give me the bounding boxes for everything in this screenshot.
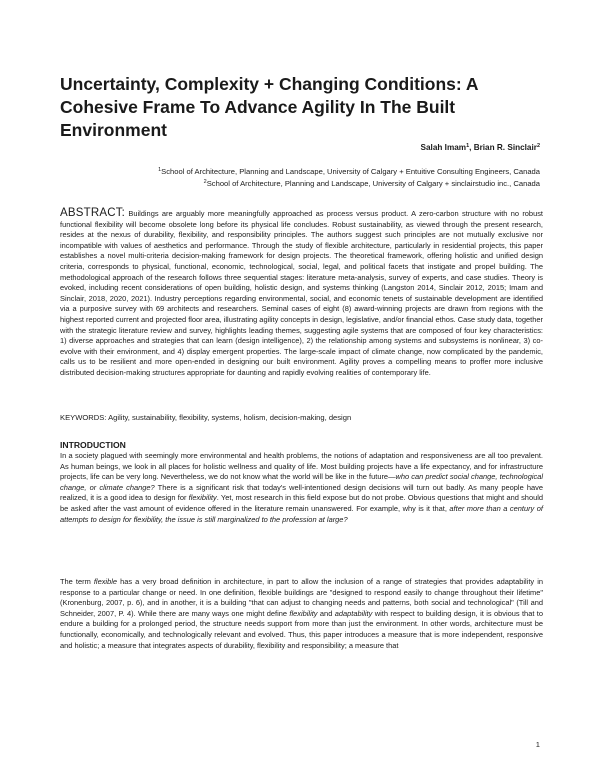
introduction-paragraph-2 <box>60 577 543 651</box>
author-line <box>421 143 540 152</box>
paper-title: Uncertainty, Complexity + Changing Conditions: A Cohesive Frame To Advance Agility In The Built Environment <box>60 74 478 140</box>
author-separator: , <box>469 143 474 152</box>
author-2-mark: 2 <box>536 143 540 149</box>
affiliation-2 <box>70 178 540 190</box>
author-1-mark: 1 <box>466 143 470 149</box>
p1-text-b: There is a significant risk that today's well-intentioned design decisions will turn out badly. As many people have realized, it is a good idea to design for <box>60 482 543 503</box>
p2-text-b: has a very broad definition in architecture, in part to allow the inclusion of a range of strategies that provides adaptability in response to a particular change or need. In one definition, flexible buildings are "designed to respond easily to change throughout their lifetime" (Kronenburg, 2007, p. 6), and in another, it is a building "that can adjust to changing needs and patterns, both social and technological" (Till and Schneider, 2007, P. 4). While there are many ways one might define <box>60 577 543 618</box>
p2-italic-3: adaptability <box>334 608 373 618</box>
affiliation-2-text: School of Architecture, Planning and Landscape, University of Calgary + sinclairstudio inc., Canada <box>206 178 540 188</box>
p1-italic-3: after more than a century of attempts to design for flexibility, the issue is still marginalized to the profession at large? <box>60 503 543 524</box>
introduction-heading: INTRODUCTION <box>60 440 126 450</box>
author-1-name: Salah Imam <box>420 143 467 152</box>
keywords: KEYWORDS: Agility, sustainability, flexibility, systems, holism, decision-making, design <box>60 413 352 422</box>
abstract <box>60 208 543 379</box>
p2-italic-2: flexibility <box>289 608 318 618</box>
author-2-name: Brian R. Sinclair <box>473 143 537 152</box>
abstract-text: Buildings are arguably more meaningfully approached as process versus product. A zero-carbon structure with no robust functional flexibility will become obsolete long before its physical life concludes. Robust sustainability, as viewed through the present research, resides at the nexus of durability, flexibility, and responsibility principles. The authors suggest such principles are not mutually exclusive nor incompatible with values of aesthetics and performance. Through the study of flexible architecture, particularly in residential projects, this paper establishes a novel multi-criteria decision-making framework for design projects. The theoretical framework, offering holistic and unified design criteria, corresponds to physical, functional, economic, technological, social, legal, and political facets that instigate and propel building. The methodological approach of the research follows three sequential stages: literature meta-analysis, survey of experts, and case studies. Theory is evoked, including recent considerations of open building, holistic design, and systems thinking (Langston 2014, Sinclair 2012, 2015; Imam and Sinclair, 2018, 2020, 2021). Industry perceptions regarding environmental, social, and economic tenets of sustainable development are identified via a purposive survey with 69 architects and researchers. Seminal cases of eight (8) award-winning projects are drawn from regions with the highest reported current and projected floor area, illustrating agility concepts in design, legislative, and/or financial ethos. Case study data, together with the strategic literature review and survey, highlights leading themes, suggesting agile systems that are composed of four key characteristics: 1) diverse approaches and strategies that can learn (design intelligence), 2) the relationship among systems and subsystems is nonlinear, 3) co-evolve with their environment, and 4) display emergent properties. The large-scale impact of climate change, now complicated by the pandemic, calls us to be resilient and more open-ended in designing our built environment. Agility proves a compelling means to proffer more inclusive distributed decision-making structures appropriate for daunting and rapidly evolving realities of contemporary life. <box>60 209 543 377</box>
p2-text-c: and <box>317 608 335 618</box>
introduction-paragraph-1 <box>60 451 543 525</box>
p1-italic-2: flexibility <box>188 493 217 503</box>
affiliation-2-mark: 2 <box>203 178 207 185</box>
p2-italic-1: flexible <box>93 577 117 586</box>
p1-italic-1: who can predict social change, technological change, or climate change? <box>60 472 543 492</box>
affiliation-1 <box>70 166 540 178</box>
page-number: 1 <box>535 740 540 749</box>
affiliations <box>70 166 540 189</box>
p2-text-d: with respect to building design, it is obvious that to endure a building for a prolonged period, the structure needs support from more than just the environment. In other words, architecture must be functionally, economically, and technologically relevant and evolved. Thus, this paper introduces a measure that is more independent, responsive and holistic; a measure that integrates aspects of durability, flexibility and responsibility; a measure that <box>60 608 543 650</box>
p1-text-a: In a society plagued with seemingly more environmental and health problems, the notions of adaptation and responsiveness are all too prevalent. As human beings, we look in all places for holistic wellness and quality of life. Most building projects have a life expectancy, and for infrastructure projects, life can be very long. Nevertheless, we do not know what the world will be like in the future— <box>60 451 543 482</box>
affiliation-1-mark: 1 <box>158 167 162 173</box>
p1-text-c: . Yet, most research in this field expose but do not probe. Obvious questions that might and should be asked after the vast amount of evidence offered in the literature remain unanswered. For example, why is it that, <box>60 493 544 513</box>
p2-text-a: The term <box>60 577 94 586</box>
abstract-label: ABSTRACT: <box>60 207 126 219</box>
affiliation-1-text: School of Architecture, Planning and Landscape, University of Calgary + Entuitive Consulting Engineers, Canada <box>161 167 540 176</box>
